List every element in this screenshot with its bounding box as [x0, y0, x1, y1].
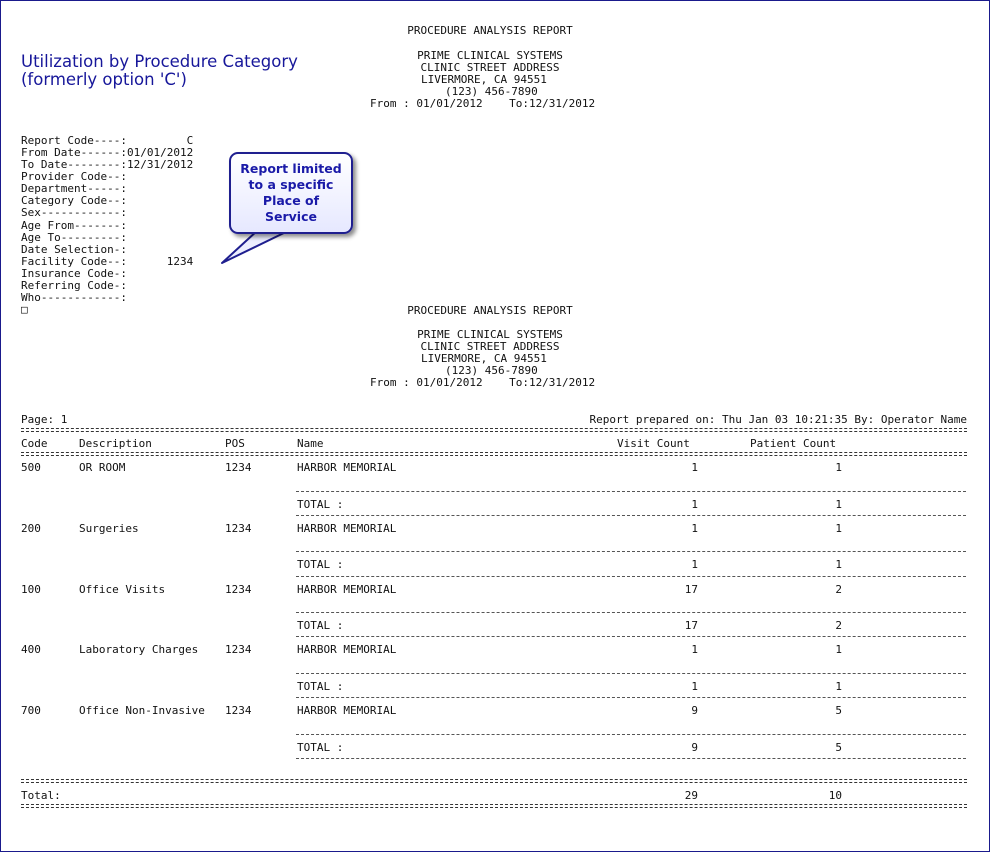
criteria-line: Insurance Code-: — [21, 267, 127, 280]
row-divider — [296, 515, 966, 516]
row-divider — [296, 758, 966, 759]
total-patients: 1 — [835, 498, 842, 511]
grand-total-label: Total: — [21, 789, 61, 802]
company-phone: (123) 456-7890 — [445, 364, 538, 377]
total-visits: 9 — [691, 741, 698, 754]
col-code: Code — [21, 437, 48, 450]
col-name: Name — [297, 437, 324, 450]
row-divider — [296, 551, 966, 552]
row-description: Surgeries — [79, 522, 139, 535]
double-rule — [21, 779, 967, 783]
criteria-line: Sex------------: — [21, 206, 127, 219]
row-divider — [296, 612, 966, 613]
company-phone: (123) 456-7890 — [445, 85, 538, 98]
row-divider — [296, 673, 966, 674]
criteria-line: To Date--------:12/31/2012 — [21, 158, 194, 171]
total-label: TOTAL : — [297, 558, 344, 571]
criteria-line: Category Code--: — [21, 194, 127, 207]
caption-line1: Utilization by Procedure Category — [21, 52, 298, 71]
total-patients: 2 — [835, 619, 842, 632]
criteria-line: Facility Code--: 1234 — [21, 255, 194, 268]
row-pos: 1234 — [225, 583, 252, 596]
total-visits: 1 — [691, 498, 698, 511]
row-description: Laboratory Charges — [79, 643, 199, 656]
criteria-line: □ — [21, 303, 28, 316]
row-description: OR ROOM — [79, 461, 126, 474]
row-visits: 9 — [691, 704, 698, 717]
row-pos: 1234 — [225, 704, 252, 717]
report-title: PROCEDURE ANALYSIS REPORT — [407, 24, 573, 37]
row-pos: 1234 — [225, 522, 252, 535]
criteria-line: Referring Code-: — [21, 279, 127, 292]
row-name: HARBOR MEMORIAL — [297, 522, 397, 535]
col-pos: POS — [225, 437, 245, 450]
col-patient-count: Patient Count — [750, 437, 837, 450]
row-patients: 5 — [835, 704, 842, 717]
company-name: PRIME CLINICAL SYSTEMS — [417, 328, 563, 341]
row-patients: 2 — [835, 583, 842, 596]
grand-total-visits: 29 — [684, 789, 698, 802]
double-rule — [21, 804, 967, 808]
double-rule — [21, 452, 967, 456]
total-label: TOTAL : — [297, 619, 344, 632]
criteria-line: Age From-------: — [21, 219, 127, 232]
row-code: 200 — [21, 522, 41, 535]
total-label: TOTAL : — [297, 498, 344, 511]
row-visits: 1 — [691, 461, 698, 474]
total-label: TOTAL : — [297, 680, 344, 693]
row-name: HARBOR MEMORIAL — [297, 704, 397, 717]
row-divider — [296, 697, 966, 698]
date-range: From : 01/01/2012 To:12/31/2012 — [370, 376, 596, 389]
total-visits: 17 — [684, 619, 698, 632]
company-address1: CLINIC STREET ADDRESS — [420, 340, 560, 353]
caption-line2: (formerly option 'C') — [21, 70, 187, 89]
row-name: HARBOR MEMORIAL — [297, 583, 397, 596]
row-divider — [296, 734, 966, 735]
total-label: TOTAL : — [297, 741, 344, 754]
row-name: HARBOR MEMORIAL — [297, 461, 397, 474]
company-address2: LIVERMORE, CA 94551 — [421, 352, 547, 365]
criteria-line: Report Code----: C — [21, 134, 194, 147]
grand-total-patients: 10 — [828, 789, 842, 802]
col-description: Description — [79, 437, 152, 450]
criteria-line: Department-----: — [21, 182, 127, 195]
report-title: PROCEDURE ANALYSIS REPORT — [407, 304, 573, 317]
total-patients: 1 — [835, 680, 842, 693]
callout-note: Report limited to a specific Place of Service — [229, 152, 353, 234]
row-visits: 1 — [691, 643, 698, 656]
row-name: HARBOR MEMORIAL — [297, 643, 397, 656]
criteria-line: Provider Code--: — [21, 170, 127, 183]
row-code: 400 — [21, 643, 41, 656]
row-code: 500 — [21, 461, 41, 474]
prepared-on: Report prepared on: Thu Jan 03 10:21:35 By: Operator Name — [589, 413, 967, 426]
criteria-line: Age To---------: — [21, 231, 127, 244]
double-rule — [21, 428, 967, 432]
company-name: PRIME CLINICAL SYSTEMS — [417, 49, 563, 62]
row-pos: 1234 — [225, 643, 252, 656]
row-patients: 1 — [835, 643, 842, 656]
total-patients: 5 — [835, 741, 842, 754]
criteria-line: Who------------: — [21, 291, 127, 304]
row-divider — [296, 636, 966, 637]
company-address2: LIVERMORE, CA 94551 — [421, 73, 547, 86]
row-description: Office Visits — [79, 583, 166, 596]
date-range: From : 01/01/2012 To:12/31/2012 — [370, 97, 596, 110]
row-description: Office Non-Invasive — [79, 704, 205, 717]
col-visit-count: Visit Count — [617, 437, 690, 450]
page-number: Page: 1 — [21, 413, 68, 426]
total-visits: 1 — [691, 558, 698, 571]
row-divider — [296, 576, 966, 577]
company-address1: CLINIC STREET ADDRESS — [420, 61, 560, 74]
criteria-line: From Date------:01/01/2012 — [21, 146, 194, 159]
row-visits: 17 — [684, 583, 698, 596]
row-patients: 1 — [835, 522, 842, 535]
row-divider — [296, 491, 966, 492]
row-pos: 1234 — [225, 461, 252, 474]
criteria-line: Date Selection-: — [21, 243, 127, 256]
row-code: 700 — [21, 704, 41, 717]
row-code: 100 — [21, 583, 41, 596]
row-visits: 1 — [691, 522, 698, 535]
total-visits: 1 — [691, 680, 698, 693]
row-patients: 1 — [835, 461, 842, 474]
total-patients: 1 — [835, 558, 842, 571]
